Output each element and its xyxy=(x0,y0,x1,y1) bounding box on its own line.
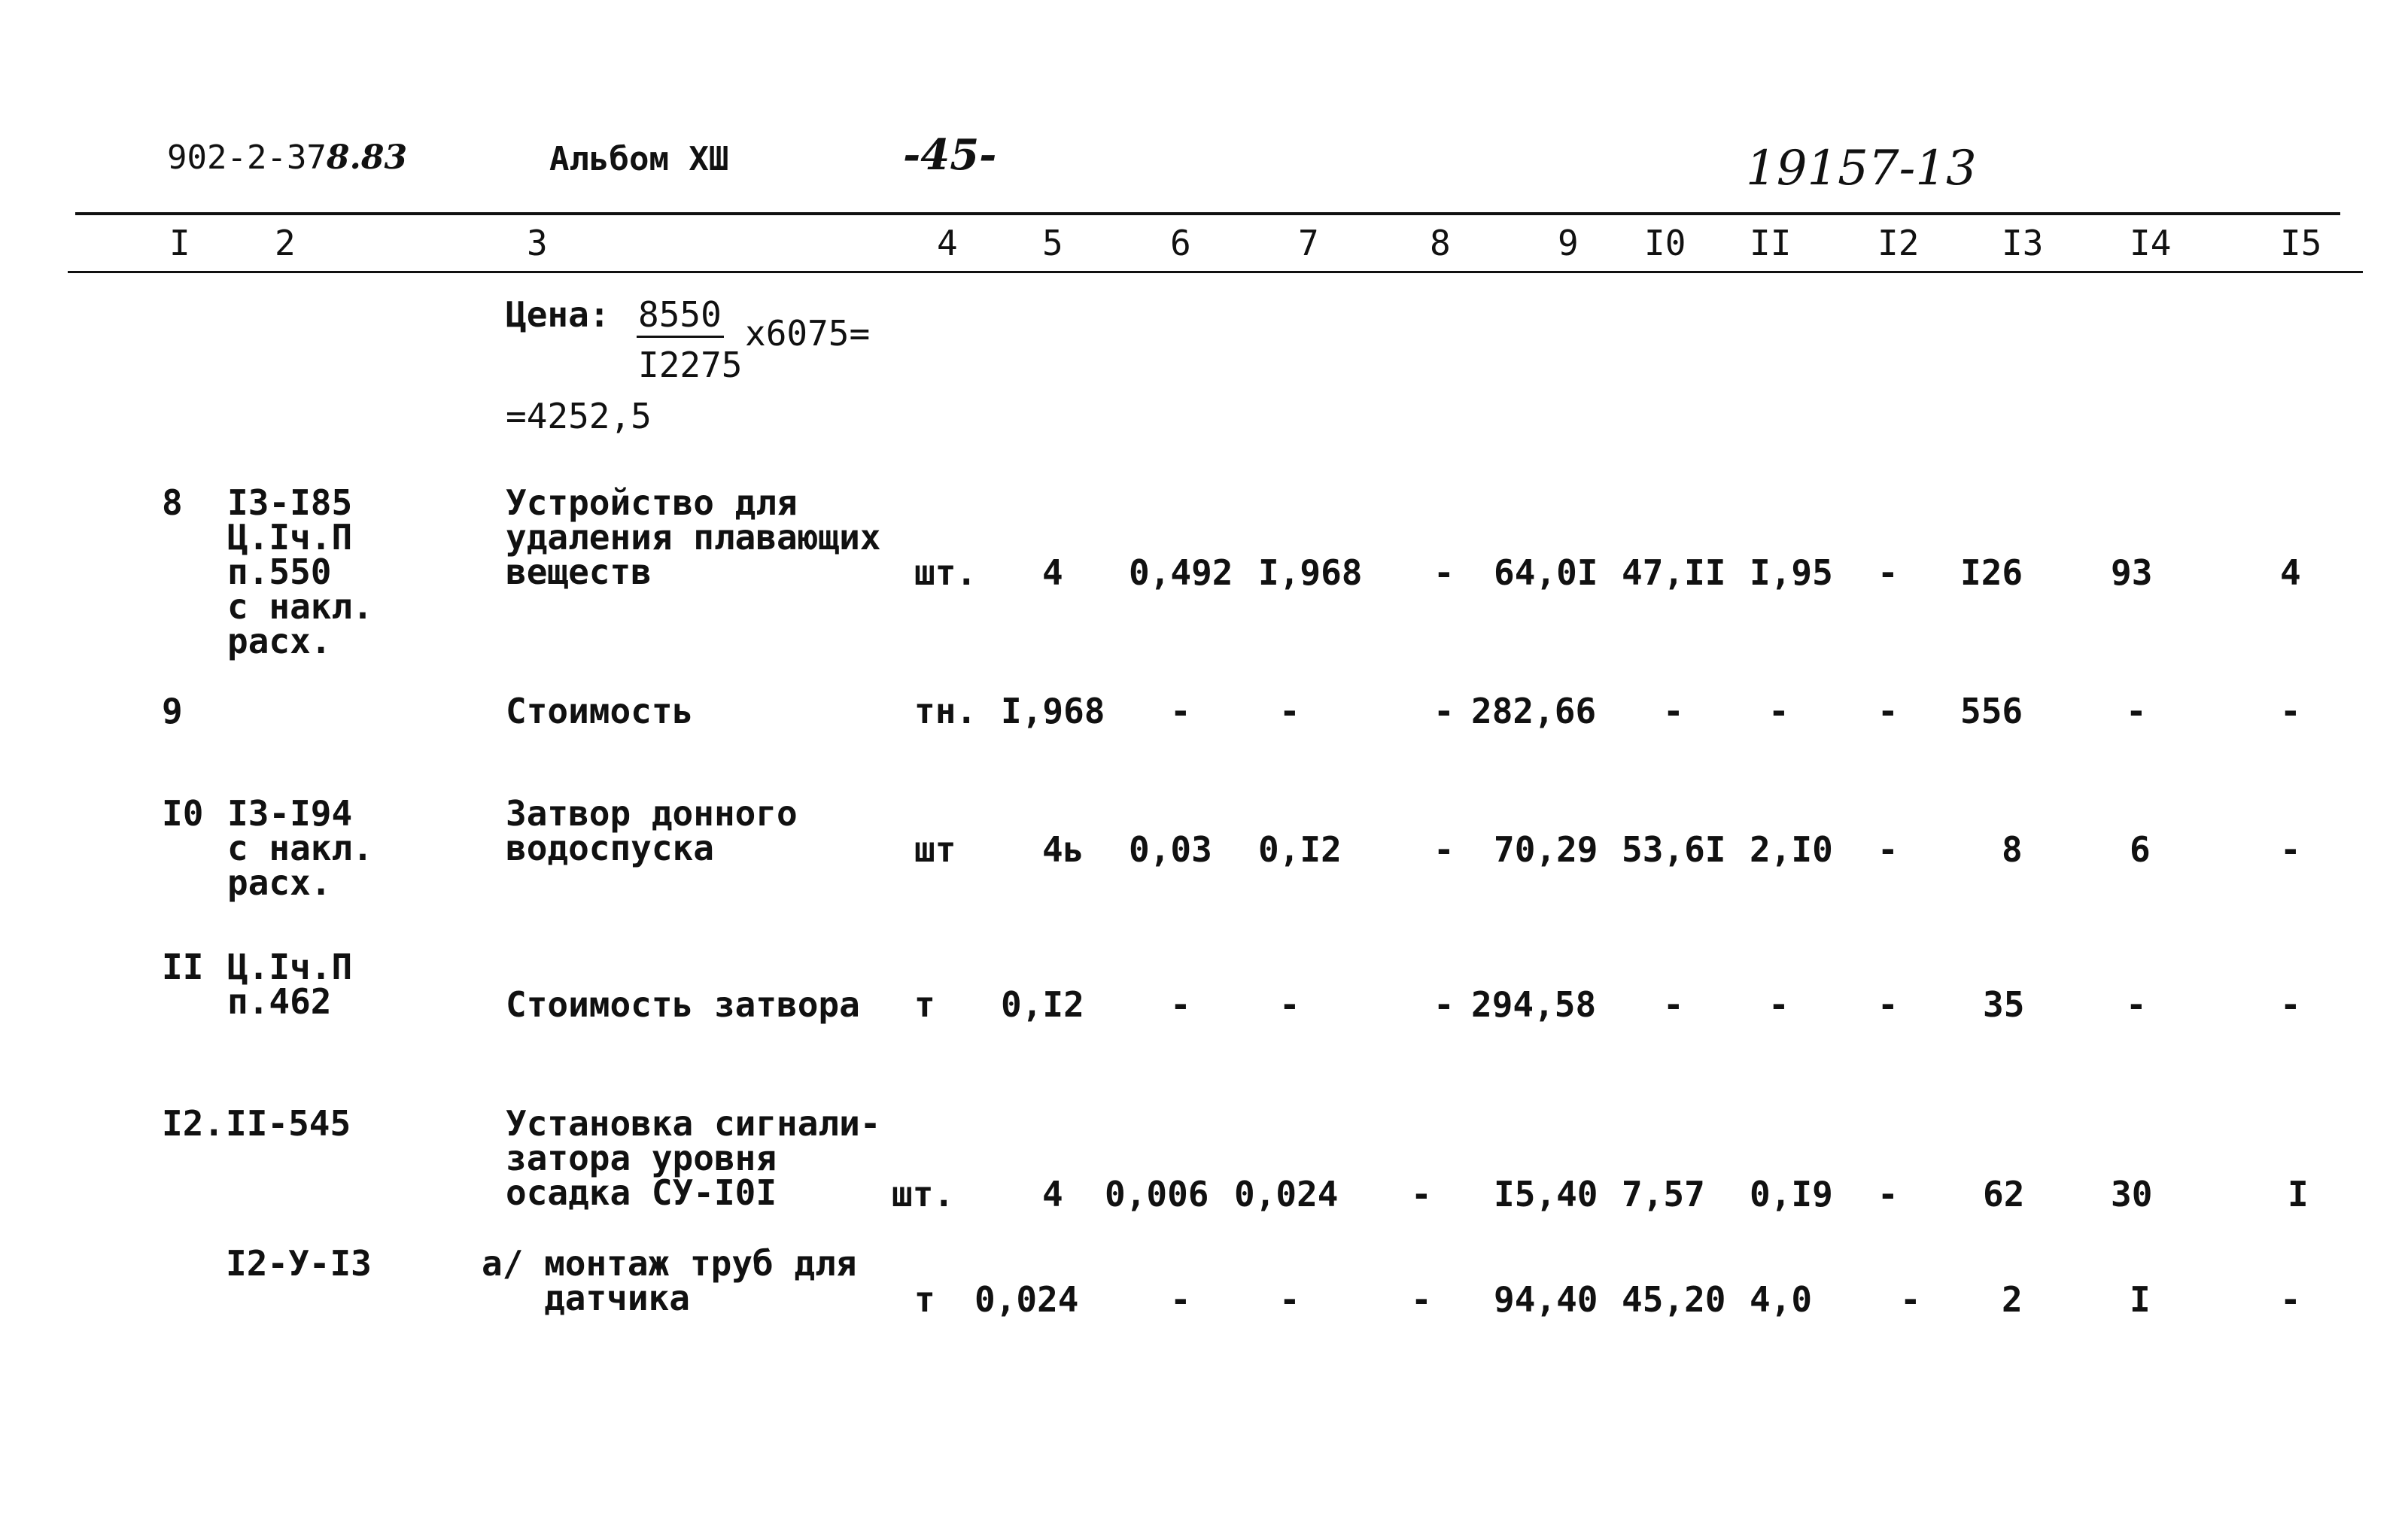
price-numerator: 8550 xyxy=(638,294,722,335)
cell-col7: - xyxy=(1279,1279,1300,1320)
cell-col7: 0,024 xyxy=(1234,1174,1339,1214)
cell-col6: - xyxy=(1170,1279,1191,1320)
cell-col10: 7,57 xyxy=(1622,1174,1705,1214)
cell-col15: - xyxy=(2280,829,2301,870)
cell-col12: - xyxy=(1900,1279,1921,1320)
col-13: I3 xyxy=(2002,223,2044,263)
cell-col9: 294,58 xyxy=(1471,984,1597,1025)
cell-col8: - xyxy=(1411,1279,1432,1320)
cell-col9: 282,66 xyxy=(1471,691,1597,731)
row-description: Устройство для удаления плавающих веществ xyxy=(506,482,881,592)
col-15: I5 xyxy=(2280,223,2322,263)
cell-col11: I,95 xyxy=(1750,552,1833,593)
row-number: 9 xyxy=(162,691,183,731)
row-number: I0 xyxy=(162,793,204,834)
cell-col11: 4,0 xyxy=(1750,1279,1813,1320)
cell-unit: шт xyxy=(914,829,956,870)
cell-col10: 53,6I xyxy=(1622,829,1726,870)
cell-col13: 2 xyxy=(2002,1279,2023,1320)
cell-col15: - xyxy=(2280,984,2301,1025)
cell-col10: 45,20 xyxy=(1622,1279,1726,1320)
cell-quantity: 0,024 xyxy=(974,1279,1079,1320)
cell-col13: 556 xyxy=(1960,691,2023,731)
row-description: а/ монтаж труб для датчика xyxy=(482,1243,857,1318)
cell-col11: - xyxy=(1768,984,1789,1025)
cell-col14: 93 xyxy=(2111,552,2153,593)
cell-col9: 70,29 xyxy=(1494,829,1598,870)
cell-col8: - xyxy=(1434,984,1455,1025)
cell-unit: шт. xyxy=(914,552,977,593)
col-10: I0 xyxy=(1644,223,1686,263)
col-3: 3 xyxy=(527,223,548,263)
row-code: I2-У-I3 xyxy=(226,1243,372,1284)
cell-col7: - xyxy=(1279,691,1300,731)
price-denominator: I2275 xyxy=(638,345,743,385)
cell-col10: 47,II xyxy=(1622,552,1726,593)
cell-col12: - xyxy=(1877,552,1899,593)
cell-col12: - xyxy=(1877,984,1899,1025)
cell-col9: 94,40 xyxy=(1494,1279,1598,1320)
cell-col13: 62 xyxy=(1983,1174,2025,1214)
cell-col6: 0,006 xyxy=(1105,1174,1209,1214)
cell-col15: - xyxy=(2280,1279,2301,1320)
cell-col14: 6 xyxy=(2130,829,2151,870)
cell-col6: 0,492 xyxy=(1129,552,1233,593)
stamp-number: 19157-13 xyxy=(1746,141,1977,196)
col-14: I4 xyxy=(2130,223,2172,263)
cell-unit: т xyxy=(914,1279,935,1320)
row-number: 8 xyxy=(162,482,183,523)
cell-col10: - xyxy=(1663,691,1684,731)
cell-quantity: 4 xyxy=(1042,1174,1063,1214)
cell-col7: I,968 xyxy=(1258,552,1363,593)
cell-quantity: I,968 xyxy=(1001,691,1105,731)
top-rule xyxy=(75,212,2340,215)
cell-col13: 35 xyxy=(1983,984,2025,1025)
cell-unit: шт. xyxy=(892,1174,955,1214)
row-code: I3-I85 Ц.Iч.П п.550 с накл. расх. xyxy=(227,482,373,661)
cell-unit: т xyxy=(914,984,935,1025)
cell-col6: 0,03 xyxy=(1129,829,1212,870)
album-label: Альбом ХШ xyxy=(549,140,729,178)
cell-col12: - xyxy=(1877,829,1899,870)
price-label: Цена: xyxy=(506,294,610,335)
col-6: 6 xyxy=(1170,223,1191,263)
col-8: 8 xyxy=(1430,223,1451,263)
cell-col10: - xyxy=(1663,984,1684,1025)
cell-col15: 4 xyxy=(2280,552,2301,593)
col-4: 4 xyxy=(937,223,958,263)
col-9: 9 xyxy=(1558,223,1579,263)
cell-col15: I xyxy=(2288,1174,2309,1214)
col-2: 2 xyxy=(275,223,296,263)
row-description: Установка сигнали- затора уровня осадка СУ-I0I xyxy=(506,1103,881,1213)
cell-col6: - xyxy=(1170,984,1191,1025)
col-11: II xyxy=(1750,223,1792,263)
col-12: I2 xyxy=(1877,223,1920,263)
cell-col8: - xyxy=(1411,1174,1432,1214)
cell-col11: - xyxy=(1768,691,1789,731)
cell-col14: - xyxy=(2126,691,2147,731)
cell-col12: - xyxy=(1877,691,1899,731)
row-number: II xyxy=(162,947,204,987)
cell-col8: - xyxy=(1434,691,1455,731)
row-code: I3-I94 с накл. расх. xyxy=(227,793,373,903)
cell-col6: - xyxy=(1170,691,1191,731)
cell-col12: - xyxy=(1877,1174,1899,1214)
cell-col14: 30 xyxy=(2111,1174,2153,1214)
cell-col7: - xyxy=(1279,984,1300,1025)
cell-quantity: 0,I2 xyxy=(1001,984,1084,1025)
col-7: 7 xyxy=(1298,223,1319,263)
header-bottom-rule xyxy=(68,271,2363,273)
cell-col13: 8 xyxy=(2002,829,2023,870)
cell-col8: - xyxy=(1434,829,1455,870)
cell-col14: - xyxy=(2126,984,2147,1025)
cell-col11: 2,I0 xyxy=(1750,829,1833,870)
cell-unit: тн. xyxy=(914,691,977,731)
doc-number: 902-2-378.83 xyxy=(167,138,408,177)
cell-col9: I5,40 xyxy=(1494,1174,1598,1214)
doc-number-handwritten: 8.83 xyxy=(326,138,408,177)
row-code: Ц.Iч.П п.462 xyxy=(227,947,353,1022)
page-number: -45- xyxy=(903,130,997,180)
cell-quantity: 4ь xyxy=(1042,829,1084,870)
col-5: 5 xyxy=(1042,223,1063,263)
cell-col15: - xyxy=(2280,691,2301,731)
row-description: Затвор донного водоспуска xyxy=(506,793,798,868)
fraction-line xyxy=(637,336,724,338)
cell-col13: I26 xyxy=(1960,552,2023,593)
price-multiplier: х6075= xyxy=(745,313,871,354)
cell-col9: 64,0I xyxy=(1494,552,1598,593)
cell-col14: I xyxy=(2130,1279,2151,1320)
row-description: Стоимость xyxy=(506,691,694,731)
cell-col7: 0,I2 xyxy=(1258,829,1342,870)
price-result: =4252,5 xyxy=(506,396,652,436)
cell-col11: 0,I9 xyxy=(1750,1174,1833,1214)
cell-col8: - xyxy=(1434,552,1455,593)
row-number: I2. xyxy=(162,1103,225,1144)
cell-quantity: 4 xyxy=(1042,552,1063,593)
col-1: I xyxy=(169,223,190,263)
row-description: Стоимость затвора xyxy=(506,984,860,1025)
row-code: II-545 xyxy=(226,1103,351,1144)
